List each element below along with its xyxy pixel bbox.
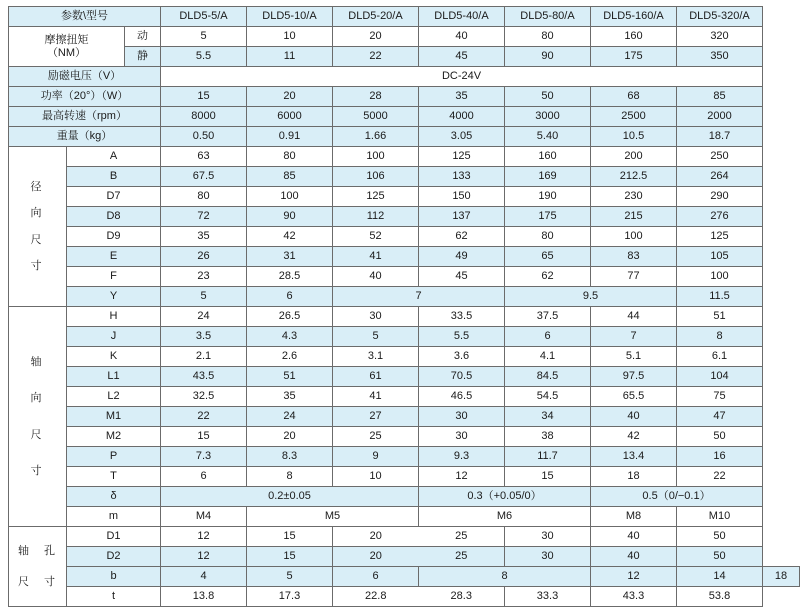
cell-dyn-3: 40 bbox=[419, 27, 505, 47]
cell-J-5: 7 bbox=[591, 327, 677, 347]
cell-b-0: 4 bbox=[161, 567, 247, 587]
cell-D7-0: 80 bbox=[161, 187, 247, 207]
cell-B-3: 133 bbox=[419, 167, 505, 187]
cell-D9-4: 80 bbox=[505, 227, 591, 247]
cell-dyn-6: 320 bbox=[677, 27, 763, 47]
cell-L1-0: 43.5 bbox=[161, 367, 247, 387]
cell-H-3: 33.5 bbox=[419, 307, 505, 327]
cell-H-4: 37.5 bbox=[505, 307, 591, 327]
label-axial-dimensions bbox=[9, 307, 67, 527]
cell-E-6: 105 bbox=[677, 247, 763, 267]
cell-sta-5: 175 bbox=[591, 47, 677, 67]
cell-P-0: 7.3 bbox=[161, 447, 247, 467]
cell-L2-0: 32.5 bbox=[161, 387, 247, 407]
label-radial-char-1: 向 bbox=[30, 207, 45, 220]
cell-m-4: M10 bbox=[677, 507, 763, 527]
cell-H-2: 30 bbox=[333, 307, 419, 327]
label-radial-dimensions bbox=[9, 147, 67, 307]
rowlabel-E: E bbox=[67, 247, 161, 267]
cell-M2-5: 42 bbox=[591, 427, 677, 447]
cell-D7-5: 230 bbox=[591, 187, 677, 207]
rowlabel-D1: D1 bbox=[67, 527, 161, 547]
cell-t-5: 43.3 bbox=[591, 587, 677, 607]
row-axial-K bbox=[9, 347, 800, 367]
label-radial-char-0: 径 bbox=[30, 181, 45, 194]
cell-K-5: 5.1 bbox=[591, 347, 677, 367]
cell-T-3: 12 bbox=[419, 467, 505, 487]
cell-speed-5: 2500 bbox=[591, 107, 677, 127]
rowlabel-F: F bbox=[67, 267, 161, 287]
rowlabel-M2: M2 bbox=[67, 427, 161, 447]
cell-sta-6: 350 bbox=[677, 47, 763, 67]
cell-A-6: 250 bbox=[677, 147, 763, 167]
cell-speed-2: 5000 bbox=[333, 107, 419, 127]
cell-T-4: 15 bbox=[505, 467, 591, 487]
cell-H-6: 51 bbox=[677, 307, 763, 327]
cell-A-3: 125 bbox=[419, 147, 505, 167]
cell-F-4: 62 bbox=[505, 267, 591, 287]
label-axial-char-1: 向 bbox=[30, 392, 45, 405]
cell-D2-4: 30 bbox=[505, 547, 591, 567]
rowlabel-L1: L1 bbox=[67, 367, 161, 387]
cell-weight-0: 0.50 bbox=[161, 127, 247, 147]
row-axial-T bbox=[9, 467, 800, 487]
cell-F-6: 100 bbox=[677, 267, 763, 287]
cell-dyn-0: 5 bbox=[161, 27, 247, 47]
rowlabel-A: A bbox=[67, 147, 161, 167]
cell-dyn-4: 80 bbox=[505, 27, 591, 47]
cell-m-2: M6 bbox=[419, 507, 591, 527]
cell-t-0: 13.8 bbox=[161, 587, 247, 607]
label-static: 静 bbox=[125, 47, 161, 67]
label-bore-line2: 尺 寸 bbox=[18, 575, 57, 588]
label-dynamic: 动 bbox=[125, 27, 161, 47]
cell-D2-2: 20 bbox=[333, 547, 419, 567]
cell-D9-5: 100 bbox=[591, 227, 677, 247]
cell-M1-3: 30 bbox=[419, 407, 505, 427]
cell-P-5: 13.4 bbox=[591, 447, 677, 467]
rowlabel-delta: δ bbox=[67, 487, 161, 507]
cell-M1-2: 27 bbox=[333, 407, 419, 427]
label-bore-line1: 轴 孔 bbox=[18, 545, 57, 558]
cell-D7-2: 125 bbox=[333, 187, 419, 207]
label-radial-char-3: 寸 bbox=[30, 259, 45, 272]
cell-B-1: 85 bbox=[247, 167, 333, 187]
row-axial-J bbox=[9, 327, 800, 347]
cell-B-4: 169 bbox=[505, 167, 591, 187]
rowlabel-T: T bbox=[67, 467, 161, 487]
cell-power-1: 20 bbox=[247, 87, 333, 107]
cell-M1-1: 24 bbox=[247, 407, 333, 427]
row-radial-D8 bbox=[9, 207, 800, 227]
cell-power-3: 35 bbox=[419, 87, 505, 107]
cell-J-1: 4.3 bbox=[247, 327, 333, 347]
cell-P-2: 9 bbox=[333, 447, 419, 467]
cell-L1-2: 61 bbox=[333, 367, 419, 387]
cell-D2-0: 12 bbox=[161, 547, 247, 567]
cell-M2-1: 20 bbox=[247, 427, 333, 447]
cell-D1-0: 12 bbox=[161, 527, 247, 547]
cell-A-4: 160 bbox=[505, 147, 591, 167]
rowlabel-D8: D8 bbox=[67, 207, 161, 227]
rowlabel-H: H bbox=[67, 307, 161, 327]
cell-K-1: 2.6 bbox=[247, 347, 333, 367]
cell-K-3: 3.6 bbox=[419, 347, 505, 367]
row-bore-D2 bbox=[9, 547, 800, 567]
cell-m-1: M5 bbox=[247, 507, 419, 527]
cell-D1-2: 20 bbox=[333, 527, 419, 547]
label-power: 功率（20°）（W） bbox=[9, 87, 161, 107]
cell-speed-1: 6000 bbox=[247, 107, 333, 127]
cell-t-2: 22.8 bbox=[333, 587, 419, 607]
cell-A-5: 200 bbox=[591, 147, 677, 167]
row-radial-Y bbox=[9, 287, 800, 307]
cell-F-1: 28.5 bbox=[247, 267, 333, 287]
cell-sta-4: 90 bbox=[505, 47, 591, 67]
row-friction-torque-static bbox=[9, 47, 800, 67]
cell-K-0: 2.1 bbox=[161, 347, 247, 367]
cell-P-1: 8.3 bbox=[247, 447, 333, 467]
cell-D1-3: 25 bbox=[419, 527, 505, 547]
cell-B-0: 67.5 bbox=[161, 167, 247, 187]
cell-D7-4: 190 bbox=[505, 187, 591, 207]
cell-L2-1: 35 bbox=[247, 387, 333, 407]
cell-L2-3: 46.5 bbox=[419, 387, 505, 407]
cell-m-0: M4 bbox=[161, 507, 247, 527]
cell-Y-3: 9.5 bbox=[505, 287, 677, 307]
cell-D8-4: 175 bbox=[505, 207, 591, 227]
cell-M2-6: 50 bbox=[677, 427, 763, 447]
label-axial-char-3: 寸 bbox=[30, 464, 45, 477]
rowlabel-P: P bbox=[67, 447, 161, 467]
cell-delta-2: 0.5（0/−0.1） bbox=[591, 487, 763, 507]
cell-speed-0: 8000 bbox=[161, 107, 247, 127]
rowlabel-D7: D7 bbox=[67, 187, 161, 207]
cell-b-2: 6 bbox=[333, 567, 419, 587]
cell-D8-2: 112 bbox=[333, 207, 419, 227]
cell-dyn-5: 160 bbox=[591, 27, 677, 47]
cell-H-5: 44 bbox=[591, 307, 677, 327]
label-axial-char-2: 尺 bbox=[30, 428, 45, 441]
cell-D9-3: 62 bbox=[419, 227, 505, 247]
cell-weight-1: 0.91 bbox=[247, 127, 333, 147]
header-model-6: DLD5-320/A bbox=[677, 7, 763, 27]
row-weight bbox=[9, 127, 800, 147]
cell-t-3: 28.3 bbox=[419, 587, 505, 607]
cell-D7-1: 100 bbox=[247, 187, 333, 207]
rowlabel-m: m bbox=[67, 507, 161, 527]
cell-H-0: 24 bbox=[161, 307, 247, 327]
cell-L2-2: 41 bbox=[333, 387, 419, 407]
cell-T-6: 22 bbox=[677, 467, 763, 487]
row-axial-M2 bbox=[9, 427, 800, 447]
cell-D7-6: 290 bbox=[677, 187, 763, 207]
cell-dyn-1: 10 bbox=[247, 27, 333, 47]
rowlabel-K: K bbox=[67, 347, 161, 367]
row-axial-m bbox=[9, 507, 800, 527]
row-max-speed bbox=[9, 107, 800, 127]
rowlabel-D2: D2 bbox=[67, 547, 161, 567]
cell-sta-0: 5.5 bbox=[161, 47, 247, 67]
cell-power-2: 28 bbox=[333, 87, 419, 107]
cell-weight-5: 10.5 bbox=[591, 127, 677, 147]
cell-A-2: 100 bbox=[333, 147, 419, 167]
cell-P-4: 11.7 bbox=[505, 447, 591, 467]
cell-D8-1: 90 bbox=[247, 207, 333, 227]
cell-E-1: 31 bbox=[247, 247, 333, 267]
row-bore-t bbox=[9, 587, 800, 607]
cell-D1-4: 30 bbox=[505, 527, 591, 547]
cell-M2-0: 15 bbox=[161, 427, 247, 447]
row-bore-b bbox=[9, 567, 800, 587]
cell-D9-6: 125 bbox=[677, 227, 763, 247]
cell-D1-1: 15 bbox=[247, 527, 333, 547]
cell-L1-5: 97.5 bbox=[591, 367, 677, 387]
header-model-4: DLD5-80/A bbox=[505, 7, 591, 27]
header-model-2: DLD5-20/A bbox=[333, 7, 419, 27]
row-axial-H bbox=[9, 307, 800, 327]
cell-D9-2: 52 bbox=[333, 227, 419, 247]
cell-L1-1: 51 bbox=[247, 367, 333, 387]
cell-power-4: 50 bbox=[505, 87, 591, 107]
rowlabel-D9: D9 bbox=[67, 227, 161, 247]
cell-D8-6: 276 bbox=[677, 207, 763, 227]
cell-Y-1: 6 bbox=[247, 287, 333, 307]
cell-L2-5: 65.5 bbox=[591, 387, 677, 407]
cell-K-6: 6.1 bbox=[677, 347, 763, 367]
cell-D1-6: 50 bbox=[677, 527, 763, 547]
cell-E-4: 65 bbox=[505, 247, 591, 267]
specification-table bbox=[8, 6, 800, 607]
label-friction-torque-line2: （NM） bbox=[46, 46, 87, 59]
cell-K-2: 3.1 bbox=[333, 347, 419, 367]
cell-A-0: 63 bbox=[161, 147, 247, 167]
label-max-speed: 最高转速（rpm） bbox=[9, 107, 161, 127]
rowlabel-b: b bbox=[67, 567, 161, 587]
cell-D2-3: 25 bbox=[419, 547, 505, 567]
cell-B-5: 212.5 bbox=[591, 167, 677, 187]
cell-J-0: 3.5 bbox=[161, 327, 247, 347]
cell-B-2: 106 bbox=[333, 167, 419, 187]
label-friction-torque-line1: 摩擦扭矩 bbox=[44, 34, 89, 47]
row-axial-M1 bbox=[9, 407, 800, 427]
row-power bbox=[9, 87, 800, 107]
cell-T-1: 8 bbox=[247, 467, 333, 487]
cell-T-5: 18 bbox=[591, 467, 677, 487]
cell-L1-3: 70.5 bbox=[419, 367, 505, 387]
cell-Y-0: 5 bbox=[161, 287, 247, 307]
cell-dyn-2: 20 bbox=[333, 27, 419, 47]
cell-L1-4: 84.5 bbox=[505, 367, 591, 387]
cell-F-2: 40 bbox=[333, 267, 419, 287]
cell-power-0: 15 bbox=[161, 87, 247, 107]
cell-Y-4: 11.5 bbox=[677, 287, 763, 307]
cell-D1-5: 40 bbox=[591, 527, 677, 547]
header-model-1: DLD5-10/A bbox=[247, 7, 333, 27]
rowlabel-B: B bbox=[67, 167, 161, 187]
cell-m-3: M8 bbox=[591, 507, 677, 527]
cell-J-2: 5 bbox=[333, 327, 419, 347]
row-radial-F bbox=[9, 267, 800, 287]
cell-weight-4: 5.40 bbox=[505, 127, 591, 147]
cell-t-1: 17.3 bbox=[247, 587, 333, 607]
cell-T-0: 6 bbox=[161, 467, 247, 487]
cell-weight-3: 3.05 bbox=[419, 127, 505, 147]
cell-sta-3: 45 bbox=[419, 47, 505, 67]
cell-L2-6: 75 bbox=[677, 387, 763, 407]
row-axial-P bbox=[9, 447, 800, 467]
cell-D2-1: 15 bbox=[247, 547, 333, 567]
row-radial-E bbox=[9, 247, 800, 267]
label-bore-dimensions bbox=[9, 527, 67, 607]
label-excitation-voltage: 励磁电压（V） bbox=[9, 67, 161, 87]
cell-K-4: 4.1 bbox=[505, 347, 591, 367]
cell-weight-6: 18.7 bbox=[677, 127, 763, 147]
cell-D7-3: 150 bbox=[419, 187, 505, 207]
cell-D9-0: 35 bbox=[161, 227, 247, 247]
cell-D2-6: 50 bbox=[677, 547, 763, 567]
header-model-3: DLD5-40/A bbox=[419, 7, 505, 27]
label-friction-torque bbox=[9, 27, 125, 67]
row-axial-L2 bbox=[9, 387, 800, 407]
rowlabel-J: J bbox=[67, 327, 161, 347]
cell-b-5: 14 bbox=[677, 567, 763, 587]
cell-D8-5: 215 bbox=[591, 207, 677, 227]
cell-M1-4: 34 bbox=[505, 407, 591, 427]
row-bore-D1 bbox=[9, 527, 800, 547]
cell-weight-2: 1.66 bbox=[333, 127, 419, 147]
cell-M1-5: 40 bbox=[591, 407, 677, 427]
cell-H-1: 26.5 bbox=[247, 307, 333, 327]
row-excitation-voltage bbox=[9, 67, 800, 87]
cell-J-3: 5.5 bbox=[419, 327, 505, 347]
cell-D8-3: 137 bbox=[419, 207, 505, 227]
cell-M2-2: 25 bbox=[333, 427, 419, 447]
cell-E-0: 26 bbox=[161, 247, 247, 267]
label-weight: 重量（kg） bbox=[9, 127, 161, 147]
row-radial-D7 bbox=[9, 187, 800, 207]
cell-D2-5: 40 bbox=[591, 547, 677, 567]
cell-L2-4: 54.5 bbox=[505, 387, 591, 407]
cell-speed-6: 2000 bbox=[677, 107, 763, 127]
row-radial-D9 bbox=[9, 227, 800, 247]
cell-E-3: 49 bbox=[419, 247, 505, 267]
cell-t-4: 33.3 bbox=[505, 587, 591, 607]
label-axial-char-0: 轴 bbox=[30, 356, 45, 369]
cell-E-5: 83 bbox=[591, 247, 677, 267]
cell-sta-1: 11 bbox=[247, 47, 333, 67]
rowlabel-M1: M1 bbox=[67, 407, 161, 427]
cell-M1-0: 22 bbox=[161, 407, 247, 427]
cell-b-4: 12 bbox=[591, 567, 677, 587]
cell-F-3: 45 bbox=[419, 267, 505, 287]
cell-P-6: 16 bbox=[677, 447, 763, 467]
cell-M2-4: 38 bbox=[505, 427, 591, 447]
cell-T-2: 10 bbox=[333, 467, 419, 487]
cell-b-6: 18 bbox=[763, 567, 800, 587]
cell-D9-1: 42 bbox=[247, 227, 333, 247]
cell-L1-6: 104 bbox=[677, 367, 763, 387]
row-radial-B bbox=[9, 167, 800, 187]
cell-speed-4: 3000 bbox=[505, 107, 591, 127]
table-header-row bbox=[9, 7, 800, 27]
cell-M1-6: 47 bbox=[677, 407, 763, 427]
cell-J-6: 8 bbox=[677, 327, 763, 347]
rowlabel-t: t bbox=[67, 587, 161, 607]
cell-speed-3: 4000 bbox=[419, 107, 505, 127]
label-radial-char-2: 尺 bbox=[30, 233, 45, 246]
row-friction-torque-dynamic bbox=[9, 27, 800, 47]
cell-A-1: 80 bbox=[247, 147, 333, 167]
header-model-5: DLD5-160/A bbox=[591, 7, 677, 27]
cell-F-0: 23 bbox=[161, 267, 247, 287]
cell-excitation-voltage: DC-24V bbox=[161, 67, 763, 87]
header-model-0: DLD5-5/A bbox=[161, 7, 247, 27]
row-axial-L1 bbox=[9, 367, 800, 387]
cell-delta-0: 0.2±0.05 bbox=[161, 487, 419, 507]
header-param-label: 参数\型号 bbox=[9, 7, 161, 27]
cell-power-5: 68 bbox=[591, 87, 677, 107]
rowlabel-Y: Y bbox=[67, 287, 161, 307]
cell-F-5: 77 bbox=[591, 267, 677, 287]
cell-P-3: 9.3 bbox=[419, 447, 505, 467]
cell-M2-3: 30 bbox=[419, 427, 505, 447]
cell-Y-2: 7 bbox=[333, 287, 505, 307]
cell-b-3: 8 bbox=[419, 567, 591, 587]
cell-power-6: 85 bbox=[677, 87, 763, 107]
cell-D8-0: 72 bbox=[161, 207, 247, 227]
cell-B-6: 264 bbox=[677, 167, 763, 187]
cell-delta-1: 0.3（+0.05/0） bbox=[419, 487, 591, 507]
row-axial-delta bbox=[9, 487, 800, 507]
rowlabel-L2: L2 bbox=[67, 387, 161, 407]
row-radial-A bbox=[9, 147, 800, 167]
cell-b-1: 5 bbox=[247, 567, 333, 587]
cell-E-2: 41 bbox=[333, 247, 419, 267]
cell-J-4: 6 bbox=[505, 327, 591, 347]
cell-t-6: 53.8 bbox=[677, 587, 763, 607]
cell-sta-2: 22 bbox=[333, 47, 419, 67]
